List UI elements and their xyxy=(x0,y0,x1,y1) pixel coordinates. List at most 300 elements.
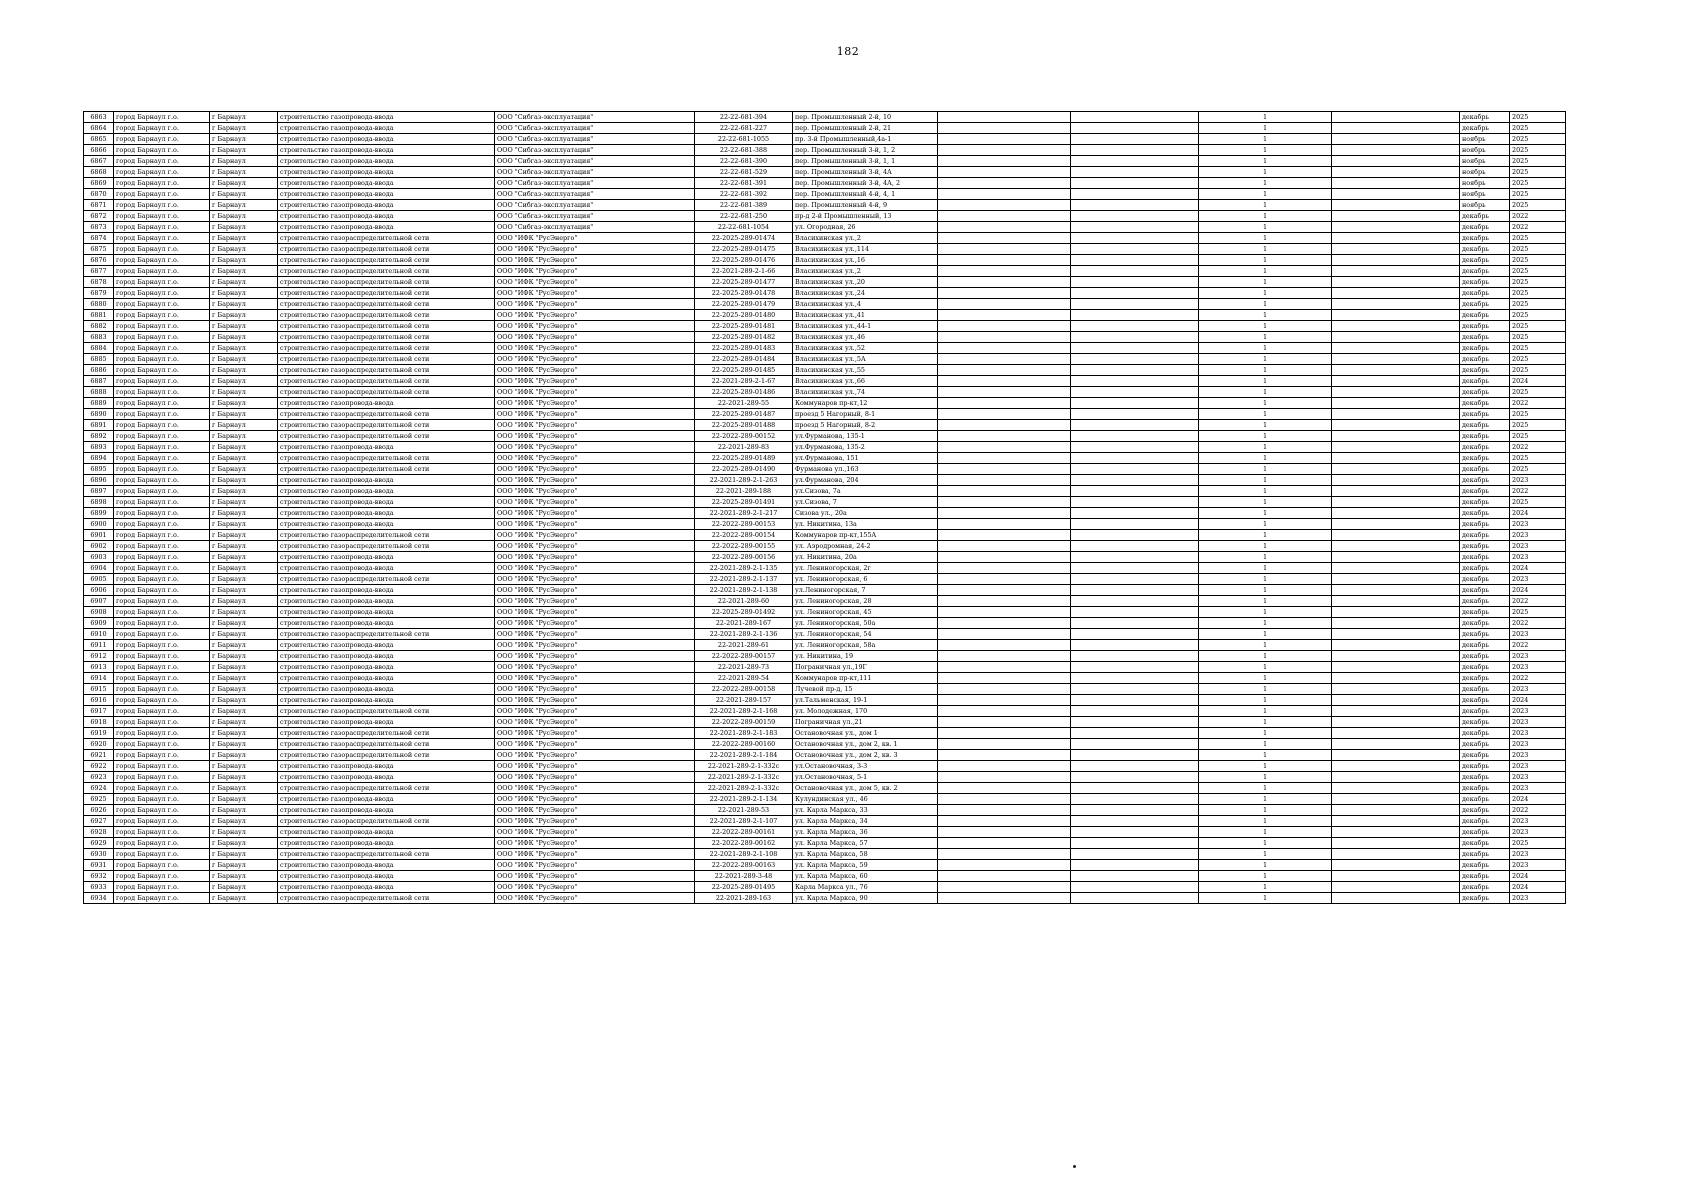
cell-quantity: 1 xyxy=(1199,541,1332,552)
cell-contractor: ООО "ИФК "РусЭнерго" xyxy=(495,717,695,728)
cell-quantity: 1 xyxy=(1199,409,1332,420)
cell-year: 2022 xyxy=(1510,596,1566,607)
cell-work-type: строительство газопровода-ввода xyxy=(278,112,495,123)
table-row xyxy=(84,255,1566,266)
cell-column-h xyxy=(938,200,1071,211)
cell-locality: г Барнаул xyxy=(210,123,278,134)
cell-quantity: 1 xyxy=(1199,882,1332,893)
cell-address: Коммунаров пр-кт,12 xyxy=(793,398,938,409)
cell-column-i xyxy=(1071,167,1199,178)
cell-locality: г Барнаул xyxy=(210,662,278,673)
cell-row-number: 6871 xyxy=(84,200,114,211)
cell-municipality: город Барнаул г.о. xyxy=(114,750,210,761)
cell-column-h xyxy=(938,717,1071,728)
cell-year: 2024 xyxy=(1510,563,1566,574)
cell-contractor: ООО "Сибгаз-эксплуатация" xyxy=(495,211,695,222)
cell-contractor: ООО "ИФК "РусЭнерго" xyxy=(495,475,695,486)
cell-municipality: город Барнаул г.о. xyxy=(114,222,210,233)
cell-year: 2023 xyxy=(1510,893,1566,904)
cell-quantity: 1 xyxy=(1199,255,1332,266)
cell-municipality: город Барнаул г.о. xyxy=(114,805,210,816)
cell-row-number: 6921 xyxy=(84,750,114,761)
cell-contractor: ООО "ИФК "РусЭнерго" xyxy=(495,277,695,288)
cell-locality: г Барнаул xyxy=(210,519,278,530)
cell-column-i xyxy=(1071,310,1199,321)
cell-month: ноябрь xyxy=(1460,178,1510,189)
cell-column-k xyxy=(1332,244,1460,255)
cell-cadastral-number: 22-2021-289-2-1-107 xyxy=(695,816,793,827)
cell-month: декабрь xyxy=(1460,310,1510,321)
table-row xyxy=(84,332,1566,343)
cell-column-k xyxy=(1332,365,1460,376)
cell-column-k xyxy=(1332,222,1460,233)
cell-column-k xyxy=(1332,552,1460,563)
cell-row-number: 6915 xyxy=(84,684,114,695)
cell-row-number: 6894 xyxy=(84,453,114,464)
cell-municipality: город Барнаул г.о. xyxy=(114,585,210,596)
cell-column-h xyxy=(938,112,1071,123)
cell-municipality: город Барнаул г.о. xyxy=(114,706,210,717)
cell-quantity: 1 xyxy=(1199,145,1332,156)
cell-column-k xyxy=(1332,310,1460,321)
cell-column-h xyxy=(938,156,1071,167)
cell-work-type: строительство газораспределительной сети xyxy=(278,750,495,761)
cell-column-h xyxy=(938,662,1071,673)
cell-contractor: ООО "ИФК "РусЭнерго" xyxy=(495,365,695,376)
cell-quantity: 1 xyxy=(1199,651,1332,662)
cell-month: декабрь xyxy=(1460,739,1510,750)
cell-address: Пограничная ул.,19Г xyxy=(793,662,938,673)
cell-locality: г Барнаул xyxy=(210,288,278,299)
cell-column-h xyxy=(938,750,1071,761)
cell-cadastral-number: 22-2021-289-2-1-138 xyxy=(695,585,793,596)
cell-column-k xyxy=(1332,475,1460,486)
cell-address: Власихинская ул.,24 xyxy=(793,288,938,299)
cell-row-number: 6930 xyxy=(84,849,114,860)
cell-municipality: город Барнаул г.о. xyxy=(114,607,210,618)
cell-contractor: ООО "ИФК "РусЭнерго" xyxy=(495,629,695,640)
cell-contractor: ООО "ИФК "РусЭнерго" xyxy=(495,519,695,530)
cell-work-type: строительство газопровода-ввода xyxy=(278,156,495,167)
cell-address: пр. 3-й Промышленный,4а-1 xyxy=(793,134,938,145)
cell-quantity: 1 xyxy=(1199,860,1332,871)
cell-work-type: строительство газопровода-ввода xyxy=(278,442,495,453)
cell-year: 2023 xyxy=(1510,717,1566,728)
cell-year: 2022 xyxy=(1510,486,1566,497)
cell-locality: г Барнаул xyxy=(210,739,278,750)
table-row xyxy=(84,695,1566,706)
cell-quantity: 1 xyxy=(1199,134,1332,145)
cell-column-i xyxy=(1071,893,1199,904)
cell-cadastral-number: 22-2021-289-2-1-66 xyxy=(695,266,793,277)
cell-locality: г Барнаул xyxy=(210,816,278,827)
cell-month: декабрь xyxy=(1460,596,1510,607)
cell-work-type: строительство газопровода-ввода xyxy=(278,563,495,574)
cell-year: 2025 xyxy=(1510,420,1566,431)
cell-work-type: строительство газораспределительной сети xyxy=(278,244,495,255)
cell-row-number: 6889 xyxy=(84,398,114,409)
cell-locality: г Барнаул xyxy=(210,893,278,904)
cell-row-number: 6874 xyxy=(84,233,114,244)
cell-month: декабрь xyxy=(1460,343,1510,354)
cell-cadastral-number: 22-2021-289-167 xyxy=(695,618,793,629)
cell-year: 2025 xyxy=(1510,112,1566,123)
cell-row-number: 6907 xyxy=(84,596,114,607)
cell-work-type: строительство газораспределительной сети xyxy=(278,420,495,431)
cell-municipality: город Барнаул г.о. xyxy=(114,134,210,145)
cell-year: 2023 xyxy=(1510,552,1566,563)
cell-address: Власихинская ул.,55 xyxy=(793,365,938,376)
cell-column-k xyxy=(1332,233,1460,244)
cell-locality: г Барнаул xyxy=(210,266,278,277)
cell-cadastral-number: 22-22-681-389 xyxy=(695,200,793,211)
cell-row-number: 6886 xyxy=(84,365,114,376)
cell-month: декабрь xyxy=(1460,277,1510,288)
cell-address: ул. Карла Маркса, 34 xyxy=(793,816,938,827)
cell-month: декабрь xyxy=(1460,409,1510,420)
cell-column-i xyxy=(1071,640,1199,651)
cell-month: декабрь xyxy=(1460,398,1510,409)
cell-year: 2025 xyxy=(1510,233,1566,244)
cell-contractor: ООО "ИФК "РусЭнерго" xyxy=(495,541,695,552)
cell-row-number: 6910 xyxy=(84,629,114,640)
cell-work-type: строительство газопровода-ввода xyxy=(278,640,495,651)
cell-column-h xyxy=(938,629,1071,640)
cell-contractor: ООО "ИФК "РусЭнерго" xyxy=(495,486,695,497)
cell-address: ул. Карла Маркса, 90 xyxy=(793,893,938,904)
cell-contractor: ООО "Сибгаз-эксплуатация" xyxy=(495,123,695,134)
cell-municipality: город Барнаул г.о. xyxy=(114,574,210,585)
cell-year: 2023 xyxy=(1510,574,1566,585)
cell-year: 2023 xyxy=(1510,827,1566,838)
cell-cadastral-number: 22-2021-289-2-1-184 xyxy=(695,750,793,761)
cell-municipality: город Барнаул г.о. xyxy=(114,178,210,189)
cell-year: 2024 xyxy=(1510,508,1566,519)
cell-month: декабрь xyxy=(1460,332,1510,343)
cell-column-k xyxy=(1332,112,1460,123)
cell-locality: г Барнаул xyxy=(210,574,278,585)
table-row xyxy=(84,167,1566,178)
cell-column-k xyxy=(1332,717,1460,728)
cell-contractor: ООО "Сибгаз-эксплуатация" xyxy=(495,189,695,200)
cell-cadastral-number: 22-22-681-227 xyxy=(695,123,793,134)
cell-year: 2025 xyxy=(1510,134,1566,145)
cell-quantity: 1 xyxy=(1199,156,1332,167)
cell-cadastral-number: 22-2025-289-01495 xyxy=(695,882,793,893)
cell-address: Остановочная ул., дом 5, кв. 2 xyxy=(793,783,938,794)
cell-address: ул. Карла Маркса, 59 xyxy=(793,860,938,871)
cell-work-type: строительство газопровода-ввода xyxy=(278,145,495,156)
table-row xyxy=(84,486,1566,497)
cell-month: декабрь xyxy=(1460,816,1510,827)
cell-row-number: 6924 xyxy=(84,783,114,794)
cell-work-type: строительство газопровода-ввода xyxy=(278,607,495,618)
cell-work-type: строительство газопровода-ввода xyxy=(278,552,495,563)
cell-column-i xyxy=(1071,871,1199,882)
cell-cadastral-number: 22-2025-289-01476 xyxy=(695,255,793,266)
cell-month: декабрь xyxy=(1460,805,1510,816)
cell-month: декабрь xyxy=(1460,651,1510,662)
cell-row-number: 6880 xyxy=(84,299,114,310)
cell-locality: г Барнаул xyxy=(210,761,278,772)
cell-column-i xyxy=(1071,684,1199,695)
cell-row-number: 6867 xyxy=(84,156,114,167)
table-row xyxy=(84,497,1566,508)
cell-column-i xyxy=(1071,233,1199,244)
cell-year: 2025 xyxy=(1510,343,1566,354)
cell-row-number: 6934 xyxy=(84,893,114,904)
cell-cadastral-number: 22-2025-289-01483 xyxy=(695,343,793,354)
cell-row-number: 6929 xyxy=(84,838,114,849)
cell-address: ул. Лениногорская, 6 xyxy=(793,574,938,585)
cell-column-h xyxy=(938,255,1071,266)
cell-cadastral-number: 22-2025-289-01475 xyxy=(695,244,793,255)
cell-month: декабрь xyxy=(1460,882,1510,893)
cell-work-type: строительство газораспределительной сети xyxy=(278,530,495,541)
cell-column-k xyxy=(1332,200,1460,211)
cell-work-type: строительство газопровода-ввода xyxy=(278,222,495,233)
cell-column-h xyxy=(938,640,1071,651)
cell-contractor: ООО "ИФК "РусЭнерго" xyxy=(495,728,695,739)
cell-cadastral-number: 22-2025-289-01484 xyxy=(695,354,793,365)
cell-contractor: ООО "ИФК "РусЭнерго" xyxy=(495,453,695,464)
cell-cadastral-number: 22-2025-289-01478 xyxy=(695,288,793,299)
cell-column-i xyxy=(1071,563,1199,574)
cell-address: Кулундинская ул., 46 xyxy=(793,794,938,805)
cell-contractor: ООО "Сибгаз-эксплуатация" xyxy=(495,134,695,145)
cell-column-i xyxy=(1071,299,1199,310)
cell-year: 2023 xyxy=(1510,541,1566,552)
cell-contractor: ООО "ИФК "РусЭнерго" xyxy=(495,288,695,299)
cell-row-number: 6917 xyxy=(84,706,114,717)
cell-year: 2022 xyxy=(1510,211,1566,222)
cell-work-type: строительство газораспределительной сети xyxy=(278,574,495,585)
cell-year: 2025 xyxy=(1510,497,1566,508)
cell-municipality: город Барнаул г.о. xyxy=(114,629,210,640)
cell-municipality: город Барнаул г.о. xyxy=(114,310,210,321)
cell-column-k xyxy=(1332,288,1460,299)
cell-cadastral-number: 22-22-681-388 xyxy=(695,145,793,156)
cell-work-type: строительство газопровода-ввода xyxy=(278,519,495,530)
cell-locality: г Барнаул xyxy=(210,387,278,398)
cell-locality: г Барнаул xyxy=(210,805,278,816)
table-row xyxy=(84,827,1566,838)
table-row xyxy=(84,871,1566,882)
cell-row-number: 6898 xyxy=(84,497,114,508)
cell-address: Пограничная ул.,21 xyxy=(793,717,938,728)
cell-month: декабрь xyxy=(1460,552,1510,563)
cell-year: 2025 xyxy=(1510,299,1566,310)
cell-quantity: 1 xyxy=(1199,222,1332,233)
cell-column-h xyxy=(938,508,1071,519)
cell-month: ноябрь xyxy=(1460,156,1510,167)
cell-address: ул. Огородная, 26 xyxy=(793,222,938,233)
cell-work-type: строительство газопровода-ввода xyxy=(278,717,495,728)
cell-cadastral-number: 22-2021-289-2-1-183 xyxy=(695,728,793,739)
cell-column-k xyxy=(1332,332,1460,343)
cell-column-k xyxy=(1332,882,1460,893)
cell-locality: г Барнаул xyxy=(210,673,278,684)
cell-year: 2025 xyxy=(1510,266,1566,277)
cell-quantity: 1 xyxy=(1199,574,1332,585)
cell-quantity: 1 xyxy=(1199,332,1332,343)
cell-contractor: ООО "ИФК "РусЭнерго" xyxy=(495,695,695,706)
table-row xyxy=(84,706,1566,717)
cell-address: Власихинская ул.,16 xyxy=(793,255,938,266)
cell-work-type: строительство газораспределительной сети xyxy=(278,233,495,244)
cell-municipality: город Барнаул г.о. xyxy=(114,376,210,387)
cell-address: пер. Промышленный 2-й, 21 xyxy=(793,123,938,134)
cell-column-i xyxy=(1071,497,1199,508)
cell-locality: г Барнаул xyxy=(210,156,278,167)
cell-year: 2023 xyxy=(1510,750,1566,761)
cell-column-h xyxy=(938,376,1071,387)
cell-column-i xyxy=(1071,244,1199,255)
table-row xyxy=(84,134,1566,145)
cell-locality: г Барнаул xyxy=(210,244,278,255)
cell-column-h xyxy=(938,266,1071,277)
cell-quantity: 1 xyxy=(1199,321,1332,332)
table-row xyxy=(84,189,1566,200)
cell-month: декабрь xyxy=(1460,475,1510,486)
cell-quantity: 1 xyxy=(1199,398,1332,409)
cell-address: пер. Промышленный 3-й, 4А xyxy=(793,167,938,178)
cell-year: 2022 xyxy=(1510,222,1566,233)
cell-cadastral-number: 22-2021-289-157 xyxy=(695,695,793,706)
cell-address: пер. Промышленный 2-й, 10 xyxy=(793,112,938,123)
cell-work-type: строительство газопровода-ввода xyxy=(278,200,495,211)
cell-municipality: город Барнаул г.о. xyxy=(114,640,210,651)
cell-column-h xyxy=(938,761,1071,772)
cell-column-i xyxy=(1071,398,1199,409)
cell-column-h xyxy=(938,871,1071,882)
table-row xyxy=(84,442,1566,453)
table-row xyxy=(84,585,1566,596)
cell-column-h xyxy=(938,827,1071,838)
cell-year: 2022 xyxy=(1510,398,1566,409)
cell-quantity: 1 xyxy=(1199,794,1332,805)
cell-column-i xyxy=(1071,189,1199,200)
cell-address: ул. Карла Маркса, 36 xyxy=(793,827,938,838)
cell-contractor: ООО "ИФК "РусЭнерго" xyxy=(495,761,695,772)
cell-column-k xyxy=(1332,134,1460,145)
cell-row-number: 6892 xyxy=(84,431,114,442)
cell-address: Власихинская ул.,66 xyxy=(793,376,938,387)
cell-municipality: город Барнаул г.о. xyxy=(114,728,210,739)
cell-quantity: 1 xyxy=(1199,618,1332,629)
cell-locality: г Барнаул xyxy=(210,343,278,354)
cell-month: декабрь xyxy=(1460,684,1510,695)
cell-column-i xyxy=(1071,442,1199,453)
cell-month: декабрь xyxy=(1460,772,1510,783)
cell-contractor: ООО "ИФК "РусЭнерго" xyxy=(495,299,695,310)
cell-column-h xyxy=(938,310,1071,321)
cell-column-k xyxy=(1332,596,1460,607)
cell-quantity: 1 xyxy=(1199,486,1332,497)
cell-locality: г Барнаул xyxy=(210,376,278,387)
cell-cadastral-number: 22-2021-289-2-1-67 xyxy=(695,376,793,387)
cell-row-number: 6897 xyxy=(84,486,114,497)
cell-work-type: строительство газораспределительной сети xyxy=(278,816,495,827)
cell-month: декабрь xyxy=(1460,222,1510,233)
cell-quantity: 1 xyxy=(1199,244,1332,255)
cell-column-h xyxy=(938,145,1071,156)
cell-work-type: строительство газораспределительной сети xyxy=(278,453,495,464)
cell-month: декабрь xyxy=(1460,871,1510,882)
cell-address: пер. Промышленный 4-й, 4, 1 xyxy=(793,189,938,200)
cell-month: декабрь xyxy=(1460,211,1510,222)
cell-locality: г Барнаул xyxy=(210,849,278,860)
cell-cadastral-number: 22-2021-289-2-1-135 xyxy=(695,563,793,574)
cell-municipality: город Барнаул г.о. xyxy=(114,662,210,673)
cell-column-i xyxy=(1071,574,1199,585)
cell-work-type: строительство газораспределительной сети xyxy=(278,728,495,739)
cell-row-number: 6918 xyxy=(84,717,114,728)
cell-month: декабрь xyxy=(1460,354,1510,365)
cell-column-k xyxy=(1332,464,1460,475)
cell-quantity: 1 xyxy=(1199,607,1332,618)
cell-column-i xyxy=(1071,464,1199,475)
cell-row-number: 6932 xyxy=(84,871,114,882)
cell-row-number: 6909 xyxy=(84,618,114,629)
cell-municipality: город Барнаул г.о. xyxy=(114,783,210,794)
cell-cadastral-number: 22-2025-289-01486 xyxy=(695,387,793,398)
cell-cadastral-number: 22-2025-289-01479 xyxy=(695,299,793,310)
cell-column-k xyxy=(1332,167,1460,178)
cell-column-k xyxy=(1332,827,1460,838)
cell-column-i xyxy=(1071,607,1199,618)
table-row xyxy=(84,717,1566,728)
cell-address: ул.Фурманова, 151 xyxy=(793,453,938,464)
table-row xyxy=(84,123,1566,134)
cell-quantity: 1 xyxy=(1199,684,1332,695)
cell-column-i xyxy=(1071,761,1199,772)
cell-cadastral-number: 22-2025-289-01490 xyxy=(695,464,793,475)
cell-address: ул.Фурманова, 204 xyxy=(793,475,938,486)
cell-contractor: ООО "ИФК "РусЭнерго" xyxy=(495,387,695,398)
cell-cadastral-number: 22-2025-289-01480 xyxy=(695,310,793,321)
cell-locality: г Барнаул xyxy=(210,706,278,717)
cell-municipality: город Барнаул г.о. xyxy=(114,299,210,310)
cell-cadastral-number: 22-2022-289-00162 xyxy=(695,838,793,849)
cell-contractor: ООО "ИФК "РусЭнерго" xyxy=(495,530,695,541)
cell-cadastral-number: 22-2022-289-00160 xyxy=(695,739,793,750)
cell-column-h xyxy=(938,189,1071,200)
cell-column-k xyxy=(1332,530,1460,541)
table-row xyxy=(84,244,1566,255)
cell-column-i xyxy=(1071,343,1199,354)
cell-work-type: строительство газораспределительной сети xyxy=(278,310,495,321)
cell-municipality: город Барнаул г.о. xyxy=(114,827,210,838)
cell-address: ул.Остановочная, 3-3 xyxy=(793,761,938,772)
cell-cadastral-number: 22-22-681-392 xyxy=(695,189,793,200)
cell-address: Остановочная ул., дом 2, кв. 1 xyxy=(793,739,938,750)
cell-quantity: 1 xyxy=(1199,266,1332,277)
cell-locality: г Барнаул xyxy=(210,475,278,486)
cell-address: Фурманова ул.,163 xyxy=(793,464,938,475)
cell-contractor: ООО "ИФК "РусЭнерго" xyxy=(495,816,695,827)
cell-column-k xyxy=(1332,409,1460,420)
cell-locality: г Барнаул xyxy=(210,409,278,420)
cell-work-type: строительство газораспределительной сети xyxy=(278,321,495,332)
cell-column-i xyxy=(1071,651,1199,662)
cell-column-k xyxy=(1332,739,1460,750)
cell-year: 2025 xyxy=(1510,607,1566,618)
cell-year: 2023 xyxy=(1510,662,1566,673)
cell-cadastral-number: 22-2022-289-00157 xyxy=(695,651,793,662)
cell-row-number: 6901 xyxy=(84,530,114,541)
cell-locality: г Барнаул xyxy=(210,398,278,409)
